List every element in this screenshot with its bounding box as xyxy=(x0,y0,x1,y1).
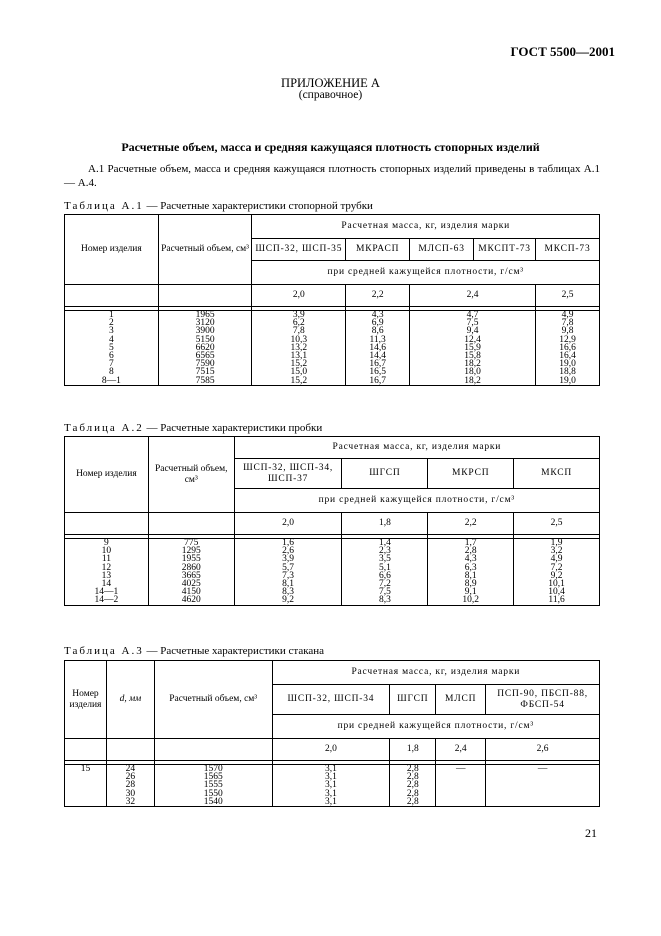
item-number-cell: 13 xyxy=(65,572,149,580)
table-row xyxy=(65,311,600,320)
table2-brand: МКСП xyxy=(514,459,600,489)
table1-density: 2,4 xyxy=(410,285,536,307)
mass-cell: 6,9 xyxy=(346,319,410,327)
volume-cell: 4620 xyxy=(148,596,234,605)
table2-density-header: при средней кажущейся плотности, г/см³ xyxy=(234,489,599,513)
table2-caption-label: Таблица А.2 xyxy=(64,422,144,434)
item-number-cell: 1 xyxy=(65,311,159,320)
volume-cell: 5150 xyxy=(158,336,252,344)
mass-cell: 9,1 xyxy=(428,588,514,596)
table-row xyxy=(65,798,600,807)
item-number-cell: 14 xyxy=(65,580,149,588)
table1-brand: МКРАСП xyxy=(346,239,410,261)
table-row xyxy=(65,352,600,360)
mass-cell: 8,3 xyxy=(342,596,428,605)
table-row xyxy=(65,539,600,548)
item-number-cell: 6 xyxy=(65,352,159,360)
mass-cell: 13,1 xyxy=(252,352,346,360)
table1-density: 2,2 xyxy=(346,285,410,307)
diameter-cell: 28 xyxy=(106,781,154,789)
volume-cell: 7585 xyxy=(158,377,252,386)
mass-cell: 8,1 xyxy=(428,572,514,580)
table2 xyxy=(64,436,600,606)
table1-col-volume: Расчетный объем, см³ xyxy=(158,215,252,285)
volume-cell: 1565 xyxy=(154,773,272,781)
item-number-cell: 11 xyxy=(65,555,149,563)
page-number: 21 xyxy=(585,826,597,840)
table3-brand: ПСП-90, ПБСП-88, ФБСП-54 xyxy=(486,685,600,715)
table1-density: 2,5 xyxy=(536,285,600,307)
volume-cell: 1570 xyxy=(154,765,272,774)
table3-empty xyxy=(65,739,107,761)
mass-cell: 7,2 xyxy=(342,580,428,588)
item-number-cell: 9 xyxy=(65,539,149,548)
table3-density: 2,4 xyxy=(436,739,486,761)
volume-cell: 4150 xyxy=(148,588,234,596)
mass-cell: 3,9 xyxy=(234,555,342,563)
mass-cell: 5,1 xyxy=(342,564,428,572)
table1-caption-text: — Расчетные характеристики стопорной трубки xyxy=(143,200,373,212)
table1-col-item: Номер изделия xyxy=(65,215,159,285)
mass-cell: 7,2 xyxy=(514,564,600,572)
mass-cell: 14,6 xyxy=(346,344,410,352)
mass-cell: 4,3 xyxy=(428,555,514,563)
table2-col-volume: Расчетный объем, см³ xyxy=(148,437,234,513)
dash-cell xyxy=(486,798,600,807)
table2-caption xyxy=(64,422,322,434)
mass-cell: 4,9 xyxy=(536,311,600,320)
mass-cell: 8,3 xyxy=(234,588,342,596)
table3-density: 1,8 xyxy=(390,739,436,761)
item-number-cell xyxy=(65,790,107,798)
table3-density: 2,0 xyxy=(272,739,390,761)
mass-cell: 7,3 xyxy=(234,572,342,580)
table3-brand: МЛСП xyxy=(436,685,486,715)
volume-cell: 1540 xyxy=(154,798,272,807)
table-row xyxy=(65,588,600,596)
table3-caption-label: Таблица А.3 xyxy=(64,645,144,657)
table-row xyxy=(65,360,600,368)
volume-cell: 1555 xyxy=(154,781,272,789)
table-row xyxy=(65,555,600,563)
mass-cell: 3,1 xyxy=(272,798,390,807)
table3-col-d: d, мм xyxy=(106,661,154,739)
mass-cell: 18,2 xyxy=(410,360,536,368)
volume-cell: 3120 xyxy=(158,319,252,327)
mass-cell: 18,8 xyxy=(536,368,600,376)
volume-cell: 1550 xyxy=(154,790,272,798)
mass-cell: 2,8 xyxy=(390,790,436,798)
item-number-cell: 4 xyxy=(65,336,159,344)
volume-cell: 3665 xyxy=(148,572,234,580)
table1-caption xyxy=(64,200,373,212)
item-number-cell: 7 xyxy=(65,360,159,368)
table-row xyxy=(65,344,600,352)
mass-cell: 1,6 xyxy=(234,539,342,548)
mass-cell: 4,9 xyxy=(514,555,600,563)
volume-cell: 1965 xyxy=(158,311,252,320)
mass-cell: 14,4 xyxy=(346,352,410,360)
table3-empty xyxy=(106,739,154,761)
table-row xyxy=(65,327,600,335)
table1-caption-label: Таблица А.1 xyxy=(64,200,144,212)
table3-density: 2,6 xyxy=(486,739,600,761)
mass-cell: 2,8 xyxy=(390,781,436,789)
volume-cell: 775 xyxy=(148,539,234,548)
table1-density-header: при средней кажущейся плотности, г/см³ xyxy=(252,261,600,285)
mass-cell: 6,2 xyxy=(252,319,346,327)
table-row xyxy=(65,336,600,344)
dash-cell xyxy=(486,781,600,789)
mass-cell: 1,7 xyxy=(428,539,514,548)
table2-brand: МКРСП xyxy=(428,459,514,489)
volume-cell: 6565 xyxy=(158,352,252,360)
table2-empty xyxy=(65,513,149,535)
mass-cell: 2,8 xyxy=(390,773,436,781)
table1 xyxy=(64,214,600,386)
mass-cell: 3,1 xyxy=(272,765,390,774)
dash-cell xyxy=(486,773,600,781)
mass-cell: 9,8 xyxy=(536,327,600,335)
mass-cell: 7,5 xyxy=(342,588,428,596)
appendix-title: ПРИЛОЖЕНИЕ А xyxy=(281,76,380,90)
mass-cell: 16,6 xyxy=(536,344,600,352)
mass-cell: 10,1 xyxy=(514,580,600,588)
mass-cell: 6,3 xyxy=(428,564,514,572)
mass-cell: 13,2 xyxy=(252,344,346,352)
item-number-cell: 14—2 xyxy=(65,596,149,605)
dash-cell: — xyxy=(436,765,486,774)
table3-empty xyxy=(154,739,272,761)
item-number-cell xyxy=(65,781,107,789)
mass-cell: 7,5 xyxy=(410,319,536,327)
mass-cell: 5,7 xyxy=(234,564,342,572)
table2-caption-text: — Расчетные характеристики пробки xyxy=(143,422,323,434)
mass-cell: 2,8 xyxy=(428,547,514,555)
mass-cell: 7,8 xyxy=(536,319,600,327)
table3-caption xyxy=(64,645,324,657)
table3-mass-header: Расчетная масса, кг, изделия марки xyxy=(272,661,599,685)
mass-cell: 1,9 xyxy=(514,539,600,548)
mass-cell: 2,6 xyxy=(234,547,342,555)
mass-cell: 2,8 xyxy=(390,765,436,774)
table-row xyxy=(65,319,600,327)
table2-empty xyxy=(148,513,234,535)
table-row xyxy=(65,564,600,572)
mass-cell: 2,8 xyxy=(390,798,436,807)
table2-mass-header: Расчетная масса, кг, изделия марки xyxy=(234,437,599,459)
mass-cell: 4,7 xyxy=(410,311,536,320)
item-number-cell: 15 xyxy=(65,765,107,774)
mass-cell: 9,2 xyxy=(514,572,600,580)
table3 xyxy=(64,660,600,807)
item-number-cell: 10 xyxy=(65,547,149,555)
mass-cell: 4,3 xyxy=(346,311,410,320)
item-number-cell: 8 xyxy=(65,368,159,376)
volume-cell: 6620 xyxy=(158,344,252,352)
table-row xyxy=(65,377,600,386)
volume-cell: 7515 xyxy=(158,368,252,376)
table2-density: 2,5 xyxy=(514,513,600,535)
volume-cell: 7590 xyxy=(158,360,252,368)
table1-empty xyxy=(65,285,159,307)
table3-density-header: при средней кажущейся плотности, г/см³ xyxy=(272,715,599,739)
mass-cell: 9,4 xyxy=(410,327,536,335)
mass-cell: 8,6 xyxy=(346,327,410,335)
mass-cell: 18,2 xyxy=(410,377,536,386)
mass-cell: 11,3 xyxy=(346,336,410,344)
mass-cell: 10,3 xyxy=(252,336,346,344)
mass-cell: 6,6 xyxy=(342,572,428,580)
table2-density: 2,2 xyxy=(428,513,514,535)
dash-cell xyxy=(436,781,486,789)
table3-col-volume: Расчетный объем, см³ xyxy=(154,661,272,739)
item-number-cell: 12 xyxy=(65,564,149,572)
table2-density: 2,0 xyxy=(234,513,342,535)
volume-cell: 4025 xyxy=(148,580,234,588)
mass-cell: 16,7 xyxy=(346,360,410,368)
mass-cell: 12,9 xyxy=(536,336,600,344)
mass-cell: 3,2 xyxy=(514,547,600,555)
volume-cell: 1295 xyxy=(148,547,234,555)
mass-cell: 8,1 xyxy=(234,580,342,588)
item-number-cell: 14—1 xyxy=(65,588,149,596)
mass-cell: 10,4 xyxy=(514,588,600,596)
table2-brand: ШСП-32, ШСП-34, ШСП-37 xyxy=(234,459,342,489)
mass-cell: 15,2 xyxy=(252,377,346,386)
item-number-cell: 5 xyxy=(65,344,159,352)
mass-cell: 15,0 xyxy=(252,368,346,376)
mass-cell: 18,0 xyxy=(410,368,536,376)
mass-cell: 7,8 xyxy=(252,327,346,335)
paragraph-text: А.1 Расчетные объем, масса и средняя кажущаяся плотность стопорных изделий приведены в таблицах А.1 — А.4. xyxy=(64,163,600,189)
item-number-cell xyxy=(65,798,107,807)
mass-cell: 16,5 xyxy=(346,368,410,376)
dash-cell: — xyxy=(486,765,600,774)
dash-cell xyxy=(436,790,486,798)
table1-brand: МКСП-73 xyxy=(536,239,600,261)
volume-cell: 2860 xyxy=(148,564,234,572)
table2-brand: ШГСП xyxy=(342,459,428,489)
mass-cell: 3,1 xyxy=(272,773,390,781)
mass-cell: 2,3 xyxy=(342,547,428,555)
mass-cell: 15,9 xyxy=(410,344,536,352)
diameter-cell: 26 xyxy=(106,773,154,781)
mass-cell: 1,4 xyxy=(342,539,428,548)
mass-cell: 3,1 xyxy=(272,790,390,798)
table1-empty xyxy=(158,285,252,307)
item-number-cell: 2 xyxy=(65,319,159,327)
mass-cell: 19,0 xyxy=(536,377,600,386)
paragraph xyxy=(64,162,600,190)
diameter-cell: 30 xyxy=(106,790,154,798)
table1-brand: МКСПТ-73 xyxy=(474,239,536,261)
volume-cell: 1955 xyxy=(148,555,234,563)
table-row xyxy=(65,580,600,588)
table1-brand: МЛСП-63 xyxy=(410,239,474,261)
volume-cell: 3900 xyxy=(158,327,252,335)
dash-cell xyxy=(486,790,600,798)
table3-col-item: Номер изделия xyxy=(65,661,107,739)
item-number-cell: 8—1 xyxy=(65,377,159,386)
mass-cell: 16,4 xyxy=(536,352,600,360)
mass-cell: 3,5 xyxy=(342,555,428,563)
mass-cell: 15,8 xyxy=(410,352,536,360)
table3-brand: ШСП-32, ШСП-34 xyxy=(272,685,390,715)
table-row xyxy=(65,547,600,555)
mass-cell: 12,4 xyxy=(410,336,536,344)
mass-cell: 10,2 xyxy=(428,596,514,605)
table1-brand: ШСП-32, ШСП-35 xyxy=(252,239,346,261)
section-title: Расчетные объем, масса и средняя кажущаяся плотность стопорных изделий xyxy=(121,140,540,154)
mass-cell: 15,2 xyxy=(252,360,346,368)
table-row xyxy=(65,596,600,605)
table2-density: 1,8 xyxy=(342,513,428,535)
table2-col-item: Номер изделия xyxy=(65,437,149,513)
table3-caption-text: — Расчетные характеристики стакана xyxy=(143,645,325,657)
table1-mass-header: Расчетная масса, кг, изделия марки xyxy=(252,215,600,239)
table-row xyxy=(65,368,600,376)
dash-cell xyxy=(436,798,486,807)
item-number-cell: 3 xyxy=(65,327,159,335)
mass-cell: 8,9 xyxy=(428,580,514,588)
mass-cell: 9,2 xyxy=(234,596,342,605)
mass-cell: 3,1 xyxy=(272,781,390,789)
document-id: ГОСТ 5500—2001 xyxy=(510,44,615,59)
diameter-cell: 32 xyxy=(106,798,154,807)
item-number-cell xyxy=(65,773,107,781)
table1-density: 2,0 xyxy=(252,285,346,307)
mass-cell: 16,7 xyxy=(346,377,410,386)
appendix-subtitle: (справочное) xyxy=(298,89,363,101)
table3-brand: ШГСП xyxy=(390,685,436,715)
dash-cell xyxy=(436,773,486,781)
mass-cell: 19,0 xyxy=(536,360,600,368)
mass-cell: 11,6 xyxy=(514,596,600,605)
mass-cell: 3,9 xyxy=(252,311,346,320)
table-row xyxy=(65,572,600,580)
diameter-cell: 24 xyxy=(106,765,154,774)
